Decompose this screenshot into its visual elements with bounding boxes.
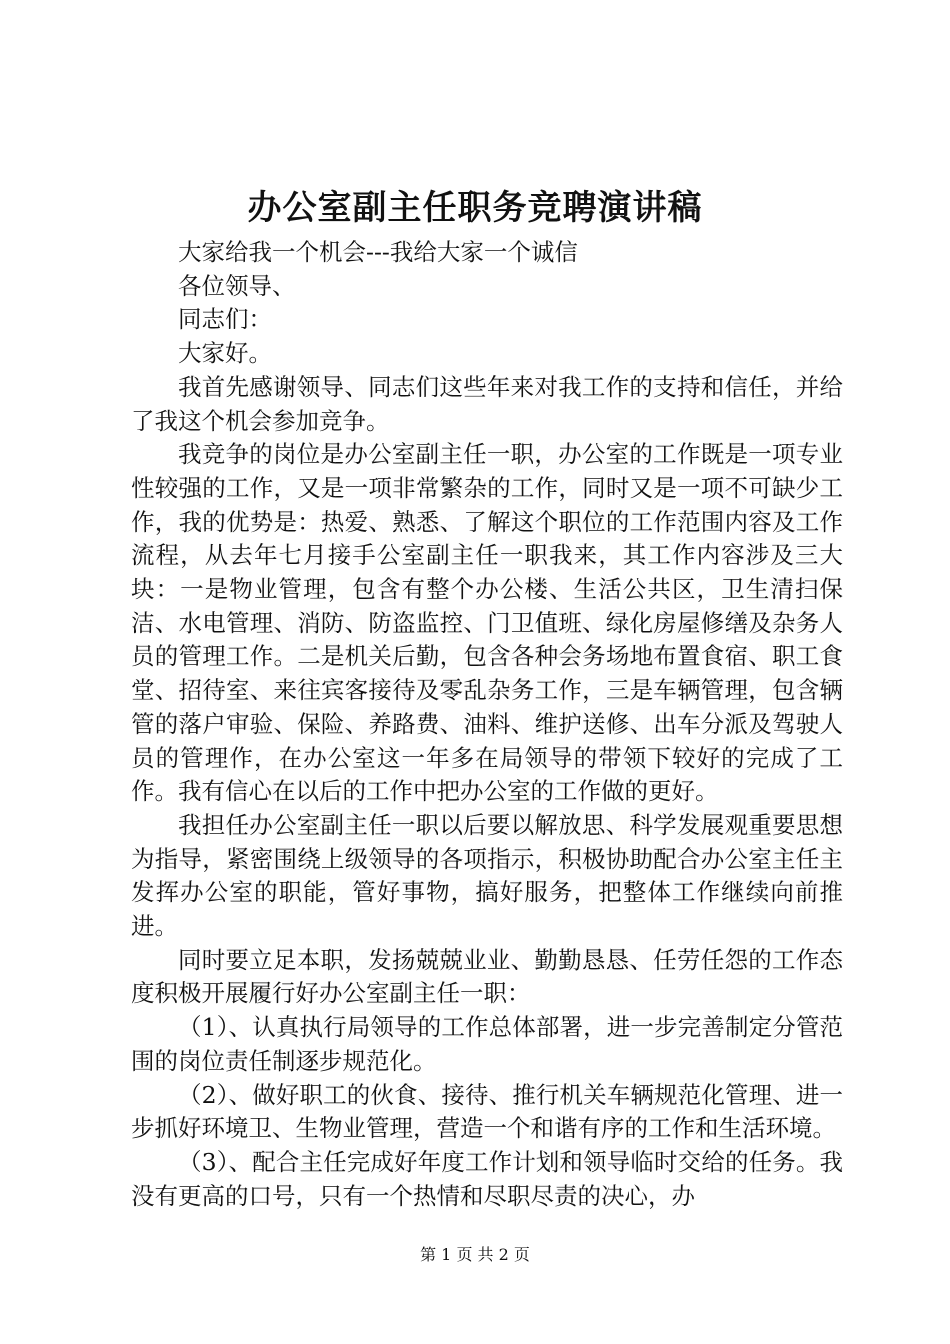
paragraph-item-2: （2）、做好职工的伙食、接待、推行机关车辆规范化管理、进一步抓好环境卫、生物业管理，营造一个和谐有序的工作和生活环境。 [131, 1080, 843, 1143]
paragraph-thanks: 我首先感谢领导、同志们这些年来对我工作的支持和信任，并给了我这个机会参加竞争。 [131, 372, 843, 435]
document-title: 办公室副主任职务竞聘演讲稿 [247, 188, 703, 228]
paragraph-work-attitude: 同时要立足本职，发扬兢兢业业、勤勤恳恳、任劳任怨的工作态度积极开展履行好办公室副主任一职： [131, 945, 843, 1008]
paragraph-salutation-comrades: 同志们： [178, 305, 272, 334]
document-body [131, 236, 843, 1213]
paragraph-salutation-leaders: 各位领导、 [178, 271, 296, 300]
paragraph-position-duties: 我竞争的岗位是办公室副主任一职，办公室的工作既是一项专业性较强的工作，又是一项非常繁杂的工作，同时又是一项不可缺少工作，我的优势是：热爱、熟悉、了解这个职位的工作范围内容及工作流程，从去年七月接手公室副主任一职我来，其工作内容涉及三大块：一是物业管理，包含有整个办公楼、生活公共区，卫生清扫保洁、水电管理、消防、防盗监控、门卫值班、绿化房屋修缮及杂务人员的管理工作。二是机关后勤，包含各种会务场地布置食宿、职工食堂、招待室、来往宾客接待及零乱杂务工作，三是车辆管理，包含辆管的落户审验、保险、养路费、油料、维护送修、出车分派及驾驶人员的管理作，在办公室这一年多在局领导的带领下较好的完成了工作。我有信心在以后的工作中把办公室的工作做的更好。 [131, 440, 843, 806]
page-number-footer: 第 1 页 共 2 页 [420, 1245, 530, 1264]
paragraph-greeting: 大家好。 [178, 339, 272, 368]
paragraph-item-3: （3）、配合主任完成好年度工作计划和领导临时交给的任务。我没有更高的口号，只有一个热情和尽职尽责的决心，办 [131, 1147, 843, 1210]
paragraph-guiding-thought: 我担任办公室副主任一职以后要以解放思、科学发展观重要思想为指导，紧密围绕上级领导的各项指示，积极协助配合办公室主任主发挥办公室的职能，管好事物，搞好服务，把整体工作继续向前推进。 [131, 810, 843, 941]
paragraph-item-1: （1）、认真执行局领导的工作总体部署，进一步完善制定分管范围的岗位责任制逐步规范化。 [131, 1013, 843, 1075]
paragraph-opening-slogan: 大家给我一个机会---我给大家一个诚信 [178, 238, 578, 266]
